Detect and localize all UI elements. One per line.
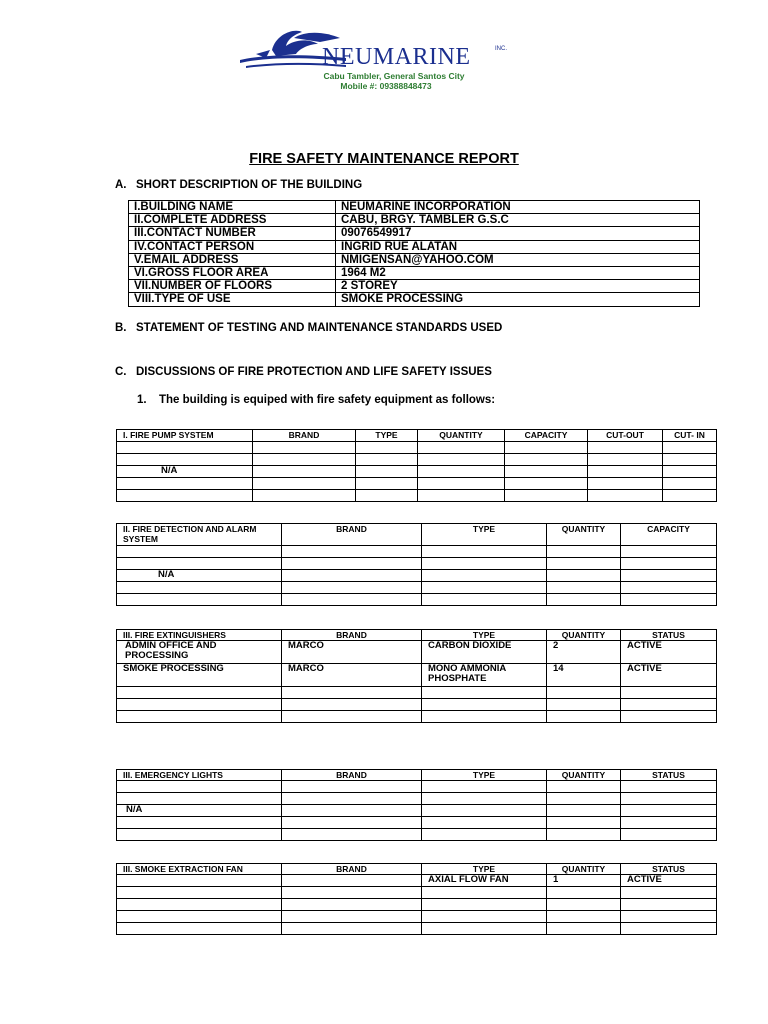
table-header-row — [117, 770, 717, 781]
column-header: STATUS — [621, 770, 717, 781]
extinguisher-brand: MARCO — [282, 664, 422, 687]
item-1-mark: 1. — [137, 394, 147, 406]
logo-suffix: INC. — [495, 46, 507, 52]
column-header: STATUS — [621, 630, 717, 641]
table-row — [117, 829, 717, 841]
column-header: STATUS — [621, 864, 717, 875]
extinguisher-type: CARBON DIOXIDE — [422, 641, 547, 664]
table-row — [117, 793, 717, 805]
extinguisher-location: SMOKE PROCESSING — [117, 664, 282, 687]
building-value: SMOKE PROCESSING — [336, 293, 700, 306]
company-address: Cabu Tambler, General Santos City — [323, 71, 465, 81]
na-cell: N/A — [117, 570, 282, 582]
fan-type: AXIAL FLOW FAN — [422, 875, 547, 887]
item-1-text: The building is equiped with fire safety equipment as follows: — [159, 394, 496, 406]
table-row — [129, 240, 700, 253]
table-row — [117, 887, 717, 899]
column-header: TYPE — [422, 864, 547, 875]
table-row — [117, 923, 717, 935]
building-label: VI.GROSS FLOOR AREA — [129, 266, 336, 279]
table-row — [129, 266, 700, 279]
table-row — [117, 466, 717, 478]
column-header: BRAND — [282, 630, 422, 641]
extinguisher-status: ACTIVE — [621, 641, 717, 664]
extinguisher-quantity: 14 — [547, 664, 621, 687]
building-label: I.BUILDING NAME — [129, 201, 336, 214]
building-value: NMIGENSAN@YAHOO.COM — [336, 253, 700, 266]
table-header-row — [117, 524, 717, 546]
fire-detection-table — [116, 523, 717, 606]
report-title: FIRE SAFETY MAINTENANCE REPORT — [249, 151, 519, 167]
table-row — [117, 875, 717, 887]
table-row — [117, 817, 717, 829]
column-header: CAPACITY — [505, 430, 588, 442]
building-value: 09076549917 — [336, 227, 700, 240]
building-label: II.COMPLETE ADDRESS — [129, 214, 336, 227]
table-row — [117, 711, 717, 723]
na-cell: N/A — [117, 466, 253, 478]
section-a-heading — [115, 179, 362, 191]
table-row — [117, 781, 717, 793]
table-header-row — [117, 864, 717, 875]
table-row — [117, 558, 717, 570]
extinguisher-location: ADMIN OFFICE AND PROCESSING — [117, 641, 282, 664]
column-header: BRAND — [282, 524, 422, 546]
column-header: BRAND — [282, 770, 422, 781]
section-b-heading — [115, 322, 502, 334]
table-row — [117, 454, 717, 466]
extinguisher-status: ACTIVE — [621, 664, 717, 687]
section-b-title: STATEMENT OF TESTING AND MAINTENANCE STANDARDS USED — [136, 322, 503, 334]
table-row — [117, 687, 717, 699]
column-header: CUT-OUT — [588, 430, 663, 442]
building-description-table — [128, 200, 700, 307]
company-logo — [236, 24, 536, 72]
building-value: INGRID RUE ALATAN — [336, 240, 700, 253]
table-row — [117, 805, 717, 817]
table-row — [117, 699, 717, 711]
section-a-title: SHORT DESCRIPTION OF THE BUILDING — [136, 179, 363, 191]
table-row — [129, 214, 700, 227]
table-row — [117, 899, 717, 911]
building-value: NEUMARINE INCORPORATION — [336, 201, 700, 214]
column-header: III. SMOKE EXTRACTION FAN — [117, 864, 282, 875]
building-label: V.EMAIL ADDRESS — [129, 253, 336, 266]
column-header: CAPACITY — [621, 524, 717, 546]
fan-status: ACTIVE — [621, 875, 717, 887]
table-row — [117, 594, 717, 606]
table-row — [129, 293, 700, 306]
section-c-mark: C. — [115, 366, 127, 378]
table-row — [129, 280, 700, 293]
column-header: TYPE — [356, 430, 418, 442]
section-a-mark: A. — [115, 179, 127, 191]
building-value: 1964 M2 — [336, 266, 700, 279]
fire-extinguishers-table — [116, 629, 717, 723]
column-header: CUT- IN — [663, 430, 717, 442]
column-header: TYPE — [422, 630, 547, 641]
table-row — [117, 664, 717, 687]
company-mobile: Mobile #: 09388848473 — [340, 81, 432, 91]
extinguisher-brand: MARCO — [282, 641, 422, 664]
table-header-row — [117, 630, 717, 641]
column-header: QUANTITY — [547, 864, 621, 875]
table-row — [129, 201, 700, 214]
column-header: BRAND — [282, 864, 422, 875]
column-header: QUANTITY — [547, 524, 621, 546]
section-b-mark: B. — [115, 322, 127, 334]
column-header: TYPE — [422, 524, 547, 546]
section-c-heading — [115, 366, 492, 378]
column-header: I. FIRE PUMP SYSTEM — [117, 430, 253, 442]
fan-quantity: 1 — [547, 875, 621, 887]
emergency-lights-table — [116, 769, 717, 841]
column-header: QUANTITY — [547, 630, 621, 641]
equipment-intro — [137, 394, 495, 406]
extinguisher-quantity: 2 — [547, 641, 621, 664]
column-header: II. FIRE DETECTION AND ALARM SYSTEM — [117, 524, 282, 546]
column-header: QUANTITY — [418, 430, 505, 442]
table-row — [117, 582, 717, 594]
table-row — [117, 490, 717, 502]
extinguisher-type: MONO AMMONIA PHOSPHATE — [422, 664, 547, 687]
section-c-title: DISCUSSIONS OF FIRE PROTECTION AND LIFE SAFETY ISSUES — [136, 366, 492, 378]
smoke-extraction-fan-table — [116, 863, 717, 935]
building-value: 2 STOREY — [336, 280, 700, 293]
building-label: VIII.TYPE OF USE — [129, 293, 336, 306]
fire-pump-table — [116, 429, 717, 502]
column-header: III. EMERGENCY LIGHTS — [117, 770, 282, 781]
column-header: BRAND — [253, 430, 356, 442]
na-cell: N/A — [117, 805, 282, 817]
table-row — [129, 227, 700, 240]
table-row — [117, 641, 717, 664]
table-row — [117, 546, 717, 558]
table-row — [117, 478, 717, 490]
column-header: III. FIRE EXTINGUISHERS — [117, 630, 282, 641]
table-row — [117, 911, 717, 923]
logo-wordmark: NEUMARINE — [322, 44, 471, 70]
table-row — [117, 570, 717, 582]
table-row — [117, 442, 717, 454]
column-header: TYPE — [422, 770, 547, 781]
building-label: III.CONTACT NUMBER — [129, 227, 336, 240]
table-header-row — [117, 430, 717, 442]
building-label: IV.CONTACT PERSON — [129, 240, 336, 253]
building-label: VII.NUMBER OF FLOORS — [129, 280, 336, 293]
table-row — [129, 253, 700, 266]
column-header: QUANTITY — [547, 770, 621, 781]
building-value: CABU, BRGY. TAMBLER G.S.C — [336, 214, 700, 227]
